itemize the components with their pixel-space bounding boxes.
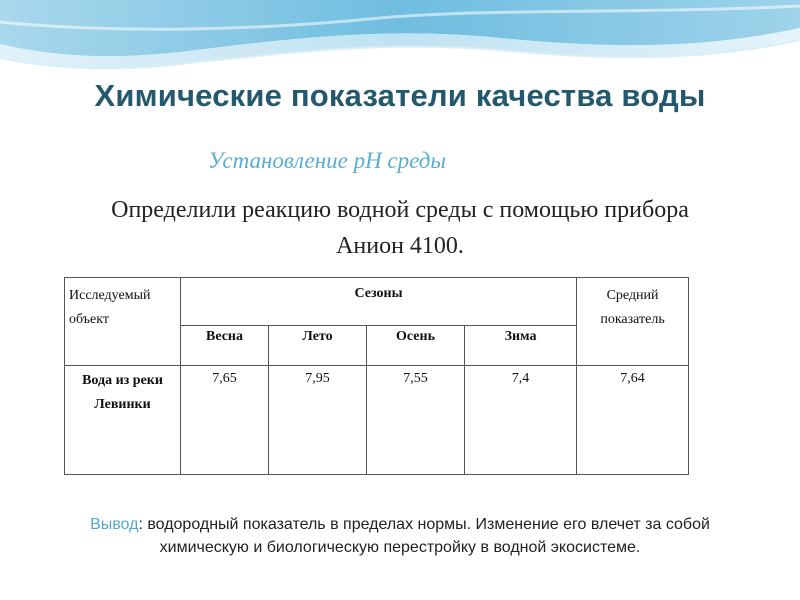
subtitle: Установление рН среды [208,148,446,173]
header-season-summer: Лето [269,326,367,366]
conclusion [60,513,740,559]
conclusion-text: : водородный показатель в пределах нормы. Изменение его влечет за собой химическую и биологическую перестройку в водной экосистеме. [138,516,710,556]
description: Определили реакцию водной среды с помощью прибора Анион 4100. [111,197,689,259]
header-average: Средний показатель [577,278,689,366]
value-winter: 7,4 [465,366,577,475]
conclusion-label: Вывод [90,516,139,533]
wave-decoration [0,0,800,75]
table-row [65,366,689,475]
header-season-winter: Зима [465,326,577,366]
header-object: Исследуемый объект [65,278,181,366]
header-season-spring: Весна [181,326,269,366]
page-title: Химические показатели качества воды [94,78,706,113]
value-spring: 7,65 [181,366,269,475]
value-average: 7,64 [577,366,689,475]
table-header-row [65,278,689,326]
ph-table [64,277,689,475]
header-seasons: Сезоны [181,278,577,326]
value-summer: 7,95 [269,366,367,475]
value-autumn: 7,55 [367,366,465,475]
header-season-autumn: Осень [367,326,465,366]
row-object: Вода из реки Левинки [65,366,181,475]
